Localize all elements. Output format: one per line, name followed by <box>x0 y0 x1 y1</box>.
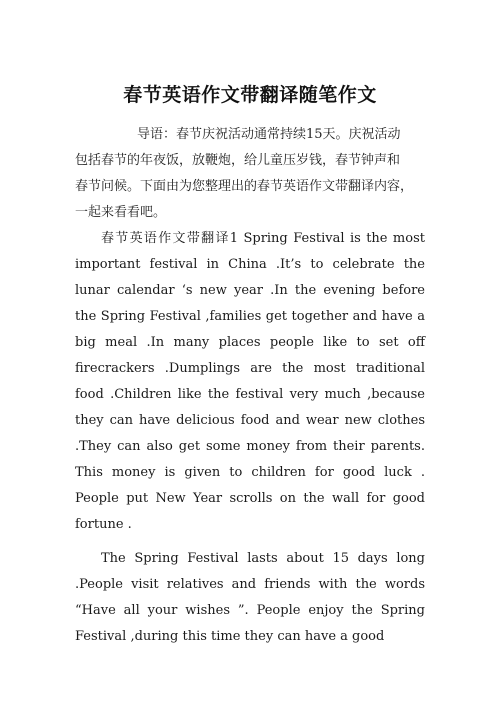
intro-block <box>75 122 425 226</box>
page-title: 春节英语作文带翻译随笔作文 <box>123 84 377 106</box>
essay-paragraph: The Spring Festival lasts about 15 days long .People visit relatives and friends with the words “Have all your wishes ”. People enjoy the Spring Festival ,during this time they can have a good <box>75 551 425 644</box>
essay-paragraph: 春节英语作文带翻译1 Spring Festival is the most important festival in China .It’s to celebrate the lunar calendar ‘s new year .In the evening before the Spring Festival ,families get together and have a big meal .In many places people like to set off firecrackers .Dumplings are the most traditional food .Children like the festival very much ,because they can have delicious food and wear new clothes .They can also get some money from their parents. This money is given to children for good luck . People put New Year scrolls on the wall for good fortune . <box>75 231 425 532</box>
essay-body <box>75 226 425 658</box>
intro-line: 一起来看看吧。 <box>75 205 167 220</box>
intro-line: 包括春节的年夜饭，放鞭炮，给儿童压岁钱，春节钟声和 <box>75 153 401 168</box>
intro-line: 春节问候。下面由为您整理出的春节英语作文带翻译内容， <box>75 179 414 194</box>
intro-line: 导语：春节庆祝活动通常持续15天。庆祝活动 <box>137 127 401 142</box>
